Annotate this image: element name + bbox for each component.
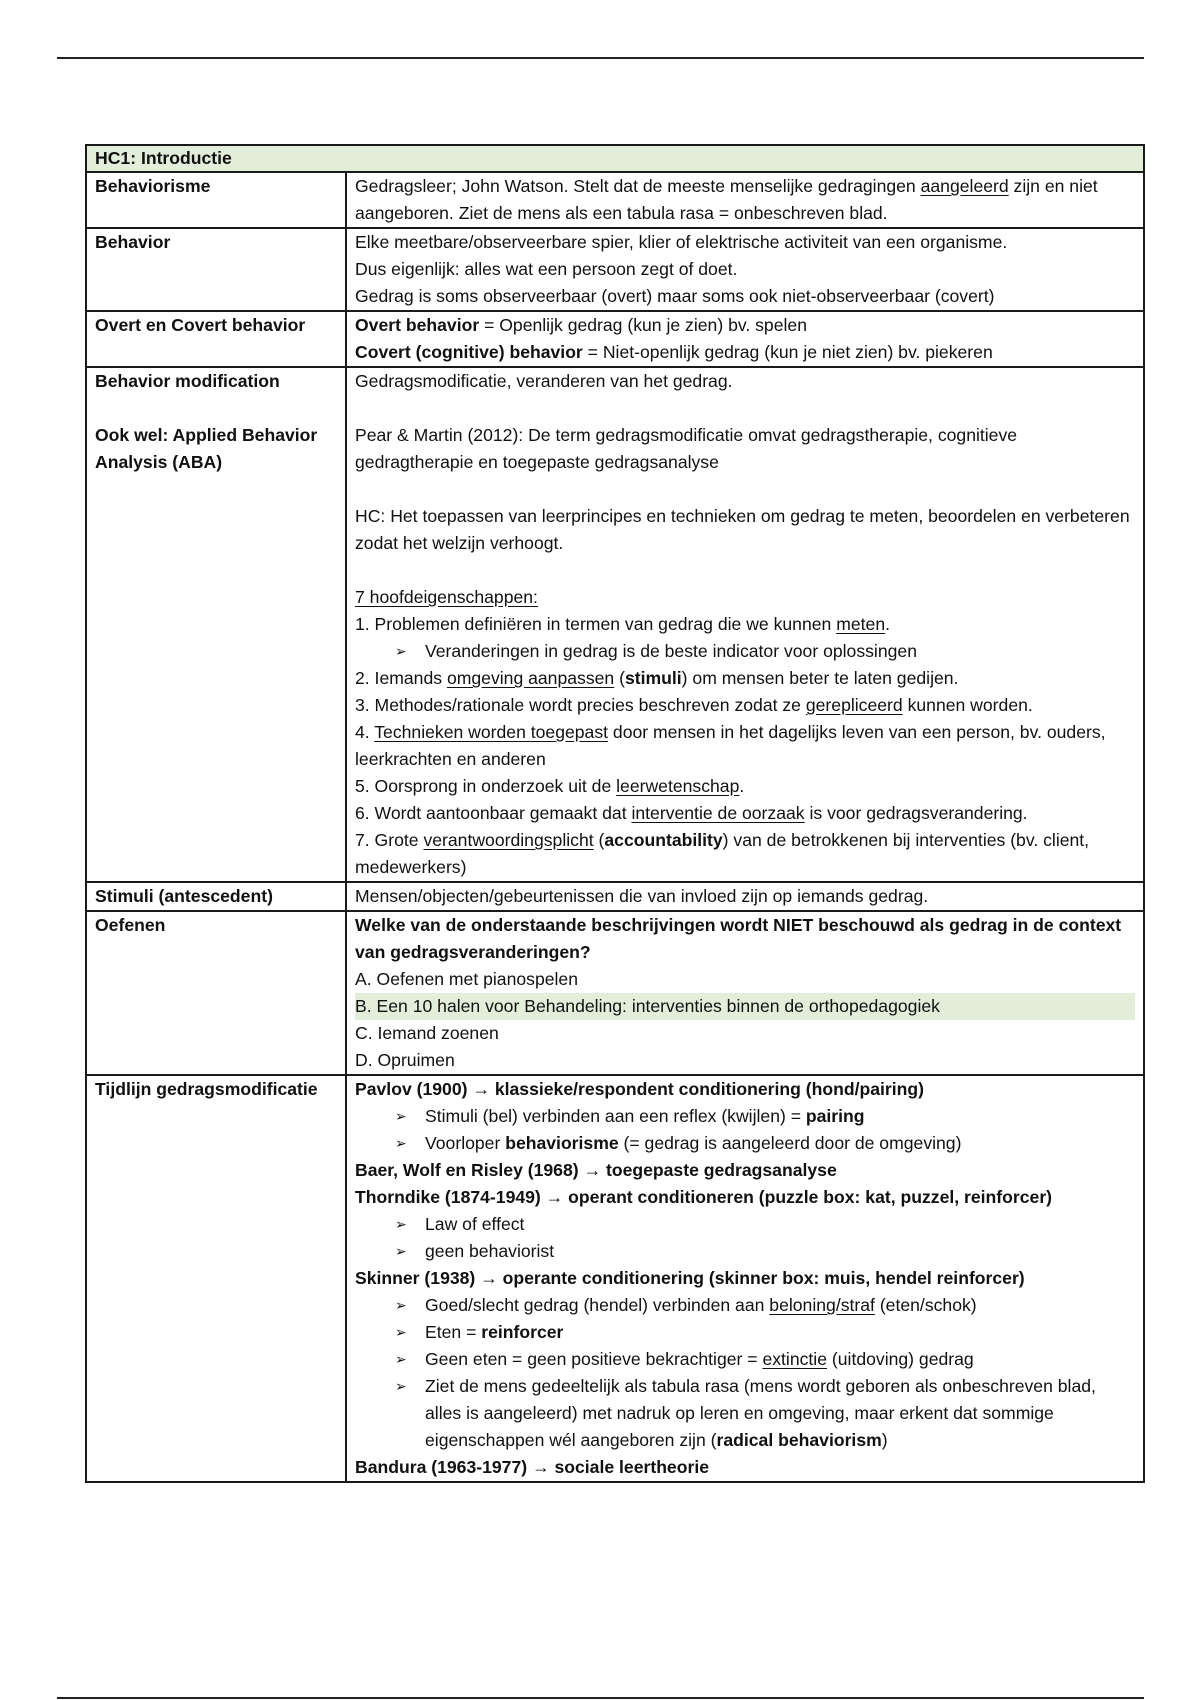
sub-bullet: ➢ geen behaviorist (355, 1238, 1135, 1265)
definition-cell: Elke meetbare/observeerbare spier, klier of elektrische activiteit van een organisme. Dus eigenlijk: alles wat een persoon zegt of doet. Gedrag is soms observeerbaar (overt) maar soms ook niet-observeerbaar (covert) (346, 228, 1144, 311)
timeline-pavlov: Pavlov (1900) → klassieke/respondent conditionering (hond/pairing) (355, 1079, 924, 1099)
sub-bullet: ➢ Geen eten = geen positieve bekrachtiger = extinctie (uitdoving) gedrag (355, 1346, 1135, 1373)
timeline-bandura: Bandura (1963-1977) → sociale leertheorie (355, 1457, 709, 1477)
term-cell: Behavior modification Ook wel: Applied Behavior Analysis (ABA) (86, 367, 346, 882)
arrow-bullet-icon: ➢ (395, 1108, 407, 1124)
arrow-bullet-icon: ➢ (395, 1216, 407, 1232)
top-rule (57, 57, 1144, 59)
arrow-bullet-icon: ➢ (395, 1243, 407, 1259)
term-cell: Behavior (86, 228, 346, 311)
sub-bullet: ➢ Veranderingen in gedrag is de beste indicator voor oplossingen (355, 638, 1135, 665)
term-cell: Behaviorisme (86, 172, 346, 228)
arrow-bullet-icon: ➢ (395, 1135, 407, 1151)
row-oefenen (86, 911, 1144, 1075)
list-item: 2. Iemands omgeving aanpassen (stimuli) om mensen beter te laten gedijen. (355, 668, 959, 688)
list-item: 1. Problemen definiëren in termen van gedrag die we kunnen meten. (355, 614, 890, 634)
definition-cell (346, 1075, 1144, 1482)
definition-cell: Gedragsleer; John Watson. Stelt dat de meeste menselijke gedragingen aangeleerd zijn en niet aangeboren. Ziet de mens als een tabula rasa = onbeschreven blad. (346, 172, 1144, 228)
sub-bullet: ➢ Goed/slecht gedrag (hendel) verbinden aan beloning/straf (eten/schok) (355, 1292, 1135, 1319)
row-behaviorisme (86, 172, 1144, 228)
list-item: 7. Grote verantwoordingsplicht (accountability) van de betrokkenen bij interventies (bv. client, medewerkers) (355, 830, 1090, 877)
timeline-skinner: Skinner (1938) → operante conditionering (skinner box: muis, hendel reinforcer) (355, 1268, 1025, 1288)
row-stimuli (86, 882, 1144, 911)
definition-cell (346, 911, 1144, 1075)
row-behavior (86, 228, 1144, 311)
sub-bullet: ➢ Voorloper behaviorisme (= gedrag is aangeleerd door de omgeving) (355, 1130, 1135, 1157)
arrow-bullet-icon: ➢ (395, 1378, 407, 1394)
definition-cell: Mensen/objecten/gebeurtenissen die van invloed zijn op iemands gedrag. (346, 882, 1144, 911)
list-item: 3. Methodes/rationale wordt precies beschreven zodat ze gerepliceerd kunnen worden. (355, 695, 1033, 715)
sub-bullet: ➢ Law of effect (355, 1211, 1135, 1238)
term-cell: Overt en Covert behavior (86, 311, 346, 367)
timeline-thorndike: Thorndike (1874-1949) → operant conditioneren (puzzle box: kat, puzzel, reinforcer) (355, 1187, 1053, 1207)
row-overt-covert (86, 311, 1144, 367)
row-tijdlijn (86, 1075, 1144, 1482)
list-item: 6. Wordt aantoonbaar gemaakt dat interventie de oorzaak is voor gedragsverandering. (355, 803, 1028, 823)
table-header-row (86, 145, 1144, 172)
sub-bullet: ➢ Eten = reinforcer (355, 1319, 1135, 1346)
term-cell: Stimuli (antescedent) (86, 882, 346, 911)
answer-b-highlighted: B. Een 10 halen voor Behandeling: interventies binnen de orthopedagogiek (355, 993, 1135, 1020)
answer-c: C. Iemand zoenen (355, 1023, 499, 1043)
definition-cell: Overt behavior = Openlijk gedrag (kun je zien) bv. spelen Covert (cognitive) behavior = Niet-openlijk gedrag (kun je niet zien) bv. piekeren (346, 311, 1144, 367)
list-item: 5. Oorsprong in onderzoek uit de leerwetenschap. (355, 776, 745, 796)
sub-bullet: ➢ Stimuli (bel) verbinden aan een reflex (kwijlen) = pairing (355, 1103, 1135, 1130)
sub-bullet: ➢ Ziet de mens gedeeltelijk als tabula rasa (mens wordt geboren als onbeschreven blad, alles is aangeleerd) met nadruk op leren en omgeving, maar erkent dat sommige eigenschappen wél aangeboren zijn (radical behaviorism) (355, 1373, 1135, 1454)
question: Welke van de onderstaande beschrijvingen wordt NIET beschouwd als gedrag in de context van gedragsveranderingen? (355, 915, 1122, 962)
definition-cell: Gedragsmodificatie, veranderen van het gedrag. Pear & Martin (2012): De term gedragsmodificatie omvat gedragstherapie, cognitieve gedragtherapie en toegepaste gedragsanalyse HC: Het toepassen van leerprincipes en technieken om gedrag te meten, beoordelen en verbeteren zodat het welzijn verhoogt. 7 hoofdeigenschappen: 1. Problemen definiëren in termen van gedrag die we kunnen meten. ➢ Veranderingen in gedrag is de beste indicator voor oplossingen 2. Iemands omgeving aanpassen (stimuli) om mensen beter te laten gedijen. 3. Methodes/rationale wordt precies beschreven zodat ze gerepliceerd kunnen worden. 4. Technieken worden toegepast door mensen in het dagelijks leven van een person, bv. ouders, leerkrachten en anderen 5. Oorsprong in onderzoek uit de leerwetenschap. 6. Wordt aantoonbaar gemaakt dat interventie de oorzaak is voor gedragsverandering. 7. Grote verantwoordingsplicht (accountability) van de betrokkenen bij interventies (bv. client, medewerkers) (346, 367, 1144, 882)
bottom-rule (57, 1697, 1144, 1699)
timeline-baer: Baer, Wolf en Risley (1968) → toegepaste gedragsanalyse (355, 1160, 837, 1180)
answer-a: A. Oefenen met pianospelen (355, 969, 579, 989)
row-behavior-modification (86, 367, 1144, 882)
list-title: 7 hoofdeigenschappen: (355, 587, 538, 607)
arrow-bullet-icon: ➢ (395, 1297, 407, 1313)
term-cell: Tijdlijn gedragsmodificatie (86, 1075, 346, 1482)
list-item: 4. Technieken worden toegepast door mensen in het dagelijks leven van een person, bv. ouders, leerkrachten en anderen (355, 722, 1106, 769)
term-cell: Oefenen (86, 911, 346, 1075)
arrow-bullet-icon: ➢ (395, 1324, 407, 1340)
section-title: HC1: Introductie (86, 145, 1144, 172)
notes-table (85, 144, 1145, 1483)
answer-d: D. Opruimen (355, 1050, 455, 1070)
arrow-bullet-icon: ➢ (395, 1351, 407, 1367)
arrow-bullet-icon: ➢ (395, 643, 407, 659)
